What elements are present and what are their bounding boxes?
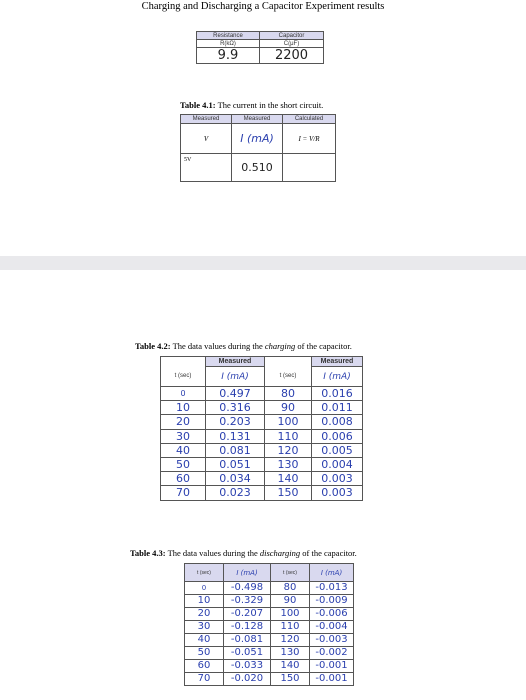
calculated-header: Calculated [283, 115, 336, 124]
time-cell: 80 [271, 582, 310, 595]
current-cell: -0.009 [310, 595, 354, 608]
table-4-3-caption [130, 548, 357, 558]
table-row [185, 647, 354, 660]
resistance-value: 9.9 [197, 48, 260, 64]
capacitor-header: Capacitor [260, 32, 324, 40]
time-cell: 90 [271, 595, 310, 608]
table-row [161, 457, 363, 471]
table-row [185, 673, 354, 686]
current-cell: 0.006 [312, 429, 363, 443]
measured-header: Measured [206, 357, 265, 367]
current-column-header: I (mA) [224, 564, 271, 582]
table-row [161, 443, 363, 457]
table-row [161, 429, 363, 443]
time-cell: 80 [265, 387, 312, 401]
document-page-1 [0, 0, 526, 256]
document-page-2 [0, 270, 526, 700]
current-cell: -0.329 [224, 595, 271, 608]
time-cell: 120 [271, 634, 310, 647]
table-4-2-label: Table 4.2: [135, 341, 171, 351]
time-cell: 60 [161, 472, 206, 486]
table-4-2 [160, 356, 363, 501]
table-row [185, 595, 354, 608]
table-4-1-text: The current in the short circuit. [215, 100, 324, 110]
time-cell: 140 [265, 472, 312, 486]
table-4-2-tail: of the capacitor. [295, 341, 352, 351]
time-column-header: t (sec) [161, 367, 206, 387]
current-cell: 0.497 [206, 387, 265, 401]
table-row [185, 582, 354, 595]
current-cell: 0.011 [312, 401, 363, 415]
voltage-subheader: V [181, 124, 232, 154]
time-cell: 110 [271, 621, 310, 634]
time-cell: 10 [161, 401, 206, 415]
current-cell: -0.207 [224, 608, 271, 621]
current-cell: -0.006 [310, 608, 354, 621]
measured-header-2: Measured [312, 357, 363, 367]
time-cell: 130 [271, 647, 310, 660]
time-cell: 110 [265, 429, 312, 443]
current-cell: -0.001 [310, 660, 354, 673]
current-cell: -0.081 [224, 634, 271, 647]
capacitor-value: 2200 [260, 48, 324, 64]
current-column-header: I (mA) [206, 367, 265, 387]
table-4-3-tail: of the capacitor. [300, 548, 357, 558]
time-cell: 10 [185, 595, 224, 608]
table-row [161, 387, 363, 401]
time-cell: 20 [185, 608, 224, 621]
capacitor-unit: C(μF) [260, 40, 324, 48]
time-cell: 20 [161, 415, 206, 429]
table-row [185, 608, 354, 621]
time-cell: 50 [185, 647, 224, 660]
time-cell: 30 [161, 429, 206, 443]
table-row [185, 634, 354, 647]
table-4-2-emphasis: charging [264, 341, 296, 351]
current-value: 0.510 [232, 154, 283, 182]
table-4-1-label: Table 4.1: [180, 100, 216, 110]
current-column-header-2: I (mA) [310, 564, 354, 582]
current-cell: -0.498 [224, 582, 271, 595]
table-4-3 [184, 563, 354, 686]
time-cell: 90 [265, 401, 312, 415]
time-cell: 100 [265, 415, 312, 429]
time-column-header-2: t (sec) [265, 367, 312, 387]
table-row [185, 660, 354, 673]
current-cell: 0.003 [312, 486, 363, 500]
time-column-header: t (sec) [185, 564, 224, 582]
table-4-1 [180, 114, 336, 182]
current-cell: 0.003 [312, 472, 363, 486]
voltage-value: 5V [181, 154, 232, 182]
time-cell: 150 [271, 673, 310, 686]
current-cell: -0.128 [224, 621, 271, 634]
measured-header-2: Measured [232, 115, 283, 124]
rc-values-table [196, 31, 324, 64]
time-cell: 140 [271, 660, 310, 673]
current-subheader: I (mA) [232, 124, 283, 154]
time-cell: 150 [265, 486, 312, 500]
time-cell: 40 [185, 634, 224, 647]
table-4-3-label: Table 4.3: [130, 548, 166, 558]
table-row [185, 621, 354, 634]
resistance-unit: R(kΩ) [197, 40, 260, 48]
current-cell: -0.004 [310, 621, 354, 634]
resistance-header: Resistance [197, 32, 260, 40]
time-cell: 40 [161, 443, 206, 457]
current-cell: 0.034 [206, 472, 265, 486]
current-cell: 0.203 [206, 415, 265, 429]
current-cell: 0.081 [206, 443, 265, 457]
time-cell: 100 [271, 608, 310, 621]
calculated-value [283, 154, 336, 182]
time-cell: 30 [185, 621, 224, 634]
formula-subheader: I = V/R [283, 124, 336, 154]
current-cell: 0.316 [206, 401, 265, 415]
table-4-2-text: The data values during the [170, 341, 265, 351]
current-cell: -0.003 [310, 634, 354, 647]
time-column-header-2: t (sec) [271, 564, 310, 582]
current-cell: -0.051 [224, 647, 271, 660]
current-cell: -0.002 [310, 647, 354, 660]
current-cell: 0.005 [312, 443, 363, 457]
table-row [161, 486, 363, 500]
t-empty-header-2 [265, 357, 312, 367]
current-cell: 0.004 [312, 457, 363, 471]
current-cell: 0.016 [312, 387, 363, 401]
current-cell: 0.051 [206, 457, 265, 471]
table-4-1-caption [180, 100, 323, 110]
current-cell: 0.008 [312, 415, 363, 429]
current-cell: -0.013 [310, 582, 354, 595]
time-cell: 0 [161, 387, 206, 401]
table-row [161, 472, 363, 486]
time-cell: 70 [185, 673, 224, 686]
page-title: Charging and Discharging a Capacitor Experiment results [141, 1, 385, 12]
current-cell: -0.020 [224, 673, 271, 686]
time-cell: 70 [161, 486, 206, 500]
current-cell: 0.131 [206, 429, 265, 443]
table-4-2-body [161, 387, 363, 501]
time-cell: 60 [185, 660, 224, 673]
current-column-header-2: I (mA) [312, 367, 363, 387]
measured-header: Measured [181, 115, 232, 124]
current-cell: 0.023 [206, 486, 265, 500]
table-4-2-caption [135, 341, 352, 351]
time-cell: 120 [265, 443, 312, 457]
current-cell: -0.001 [310, 673, 354, 686]
time-cell: 0 [185, 582, 224, 595]
table-row [161, 415, 363, 429]
table-4-3-body [185, 582, 354, 686]
time-cell: 130 [265, 457, 312, 471]
table-4-3-text: The data values during the [165, 548, 260, 558]
table-4-3-emphasis: discharging [259, 548, 301, 558]
t-empty-header [161, 357, 206, 367]
table-row [161, 401, 363, 415]
current-cell: -0.033 [224, 660, 271, 673]
time-cell: 50 [161, 457, 206, 471]
